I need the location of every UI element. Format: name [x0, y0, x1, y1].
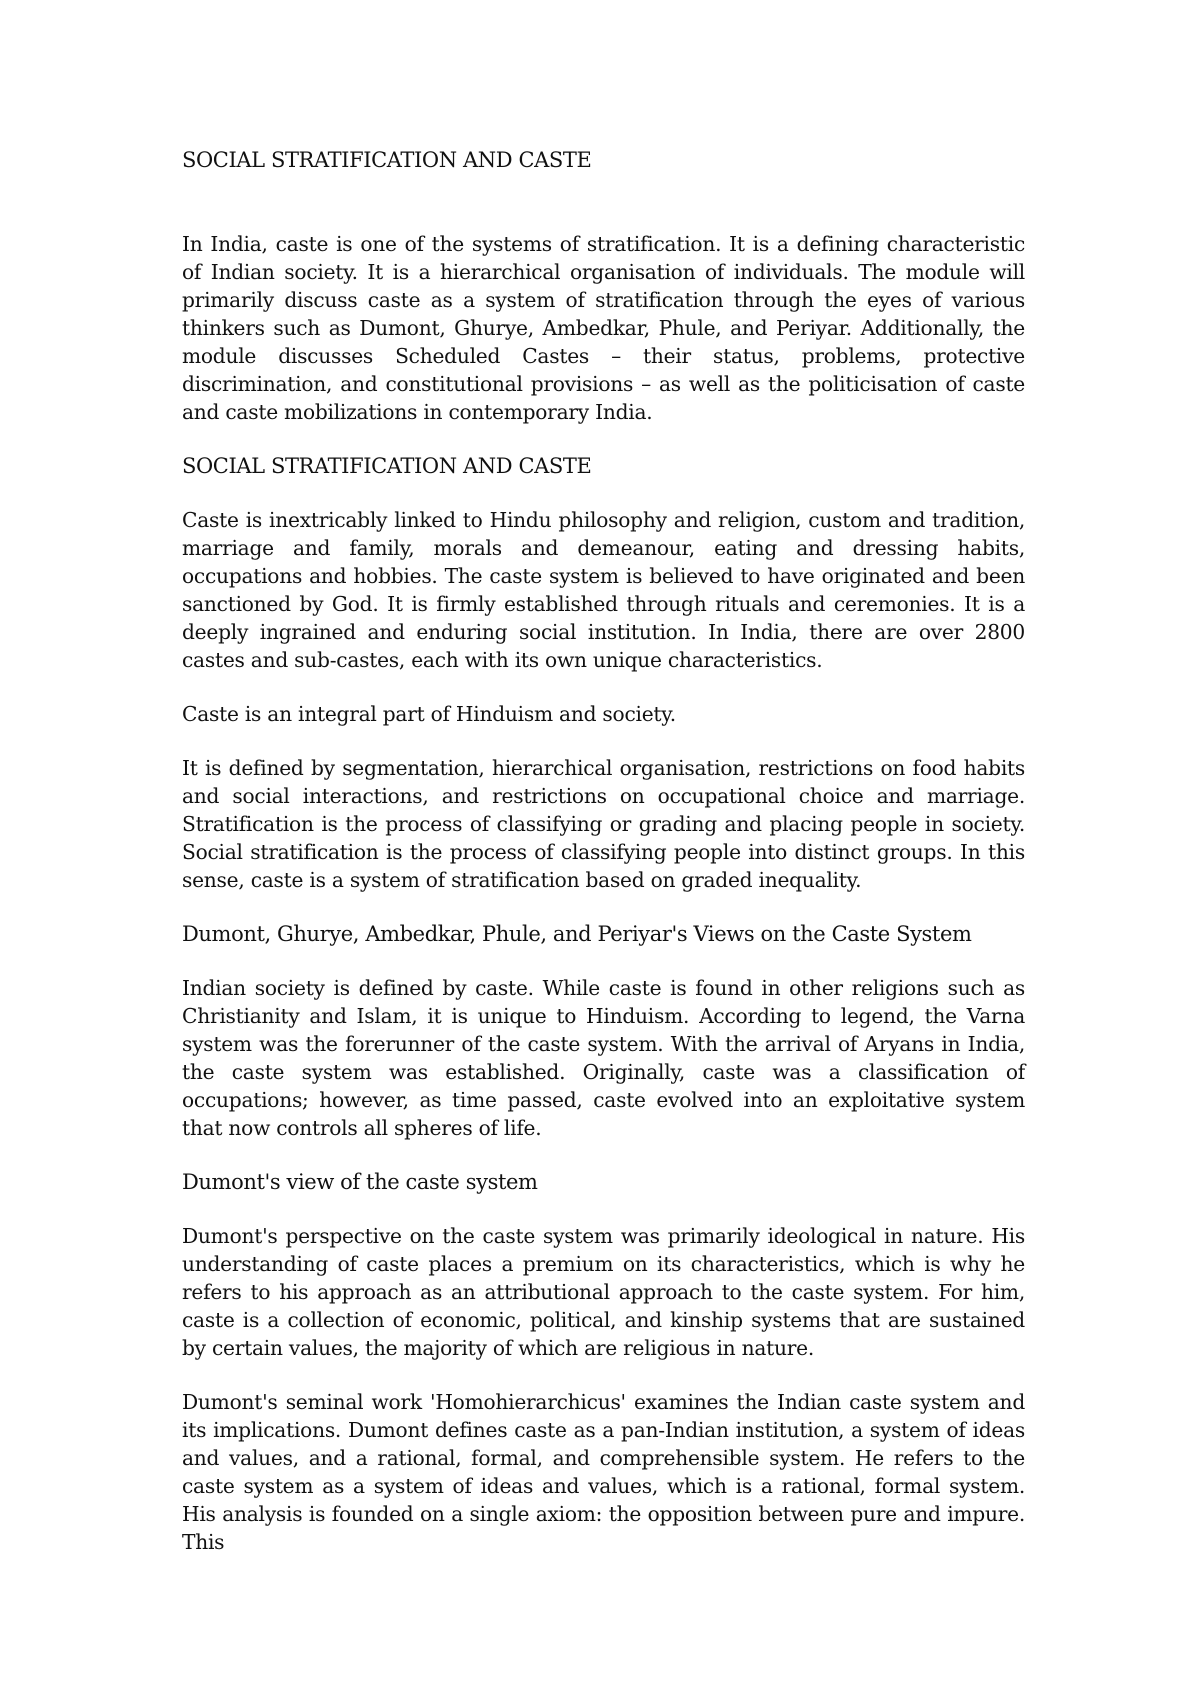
document-body [182, 146, 1025, 1556]
caste-linked-paragraph: Caste is inextricably linked to Hindu philosophy and religion, custom and tradition, marriage and family, morals and demeanour, eating and dressing habits, occupations and hobbies. The caste system is believed to have originated and been sanctioned by God. It is firmly established through rituals and ceremonies. It is a deeply ingrained and enduring social institution. In India, there are over 2800 castes and sub-castes, each with its own unique characteristics. [182, 508, 1025, 672]
intro-paragraph: In India, caste is one of the systems of stratification. It is a defining characteristic of Indian society. It is a hierarchical organisation of individuals. The module will primarily discuss caste as a system of stratification through the eyes of various thinkers such as Dumont, Ghurye, Ambedkar, Phule, and Periyar. Additionally, the module discusses Scheduled Castes – their status, problems, protective discrimination, and constitutional provisions – as well as the politicisation of caste and caste mobilizations in contemporary India. [182, 232, 1025, 424]
spacer [182, 202, 1025, 230]
dumont-perspective-paragraph: Dumont's perspective on the caste system was primarily ideological in nature. His understanding of caste places a premium on its characteristics, which is why he refers to his approach as an attributional approach to the caste system. For him, caste is a collection of economic, political, and kinship systems that are sustained by certain values, the majority of which are religious in nature. [182, 1224, 1025, 1360]
dumont-work-paragraph: Dumont's seminal work 'Homohierarchicus' examines the Indian caste system and its implications. Dumont defines caste as a pan-Indian institution, a system of ideas and values, and a rational, formal, and comprehensible system. He refers to the caste system as a system of ideas and values, which is a rational, formal system. His analysis is founded on a single axiom: the opposition between pure and impure. This [182, 1390, 1025, 1554]
section-heading: SOCIAL STRATIFICATION AND CASTE [182, 454, 592, 478]
caste-integral-paragraph: Caste is an integral part of Hinduism and society. [182, 702, 676, 726]
indian-society-paragraph: Indian society is defined by caste. While caste is found in other religions such as Christianity and Islam, it is unique to Hinduism. According to legend, the Varna system was the forerunner of the caste system. With the arrival of Aryans in India, the caste system was established. Originally, caste was a classification of occupations; however, as time passed, caste evolved into an exploitative system that now controls all spheres of life. [182, 976, 1025, 1140]
title-heading: SOCIAL STRATIFICATION AND CASTE [182, 148, 592, 172]
caste-defined-paragraph: It is defined by segmentation, hierarchical organisation, restrictions on food habits and social interactions, and restrictions on occupational choice and marriage. Stratification is the process of classifying or grading and placing people in society. Social stratification is the process of classifying people into distinct groups. In this sense, caste is a system of stratification based on graded inequality. [182, 756, 1025, 892]
views-heading: Dumont, Ghurye, Ambedkar, Phule, and Periyar's Views on the Caste System [182, 922, 972, 946]
spacer [182, 174, 1025, 202]
dumont-heading: Dumont's view of the caste system [182, 1170, 538, 1194]
